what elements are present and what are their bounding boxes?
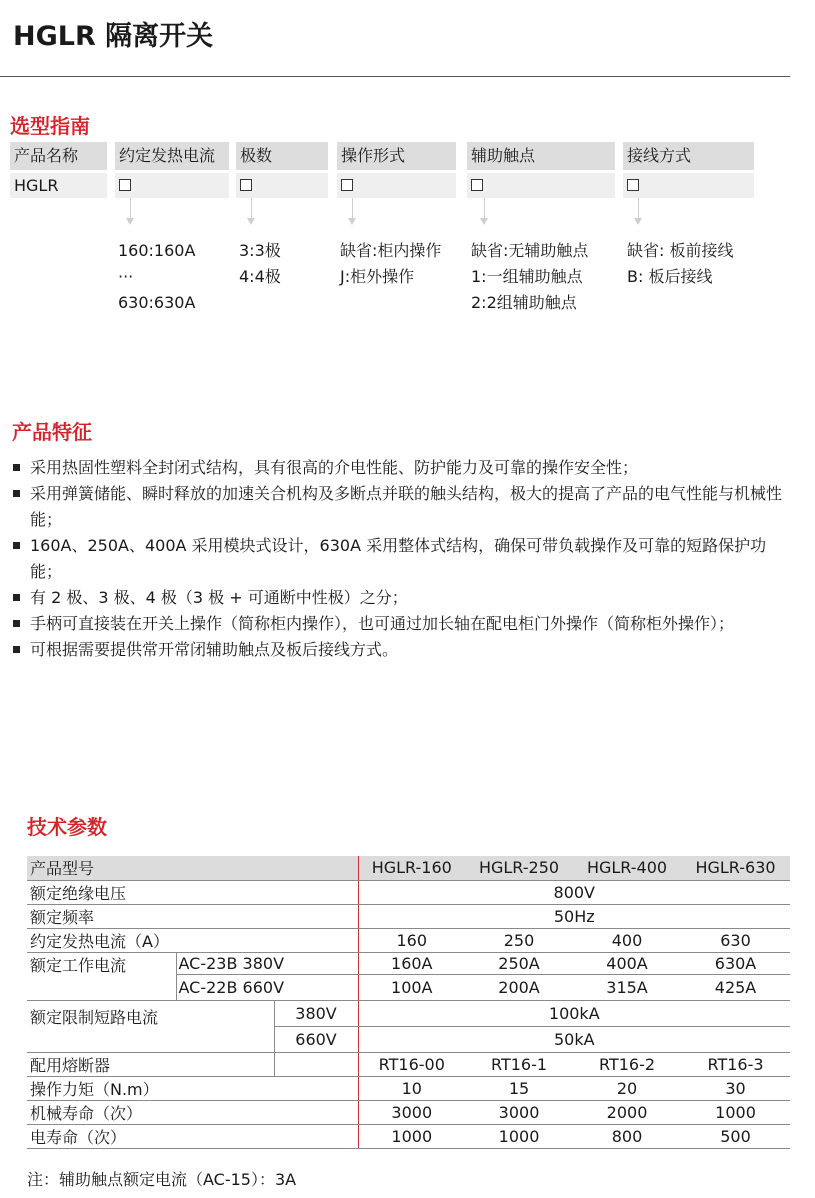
table-cell: HGLR-250 (465, 856, 573, 880)
option-item: 缺省:柜内操作 (340, 241, 442, 260)
option-item: 4:4极 (239, 267, 281, 286)
list-item: 采用热固性塑料全封闭式结构，具有很高的介电性能、防护能力及可靠的操作安全性； (13, 455, 793, 481)
table-cell: 配用熔断器 (27, 1052, 274, 1076)
footnote: 注：辅助触点额定电流（AC-15）：3A (27, 1170, 297, 1189)
checkbox-icon (240, 179, 252, 191)
checkbox-icon (341, 179, 353, 191)
table-cell: 380V (274, 1000, 358, 1026)
checkbox-icon (119, 179, 131, 191)
table-row (27, 1000, 790, 1026)
guide-header-aux-contact: 辅助触点 (467, 142, 615, 170)
guide-header-wiring: 接线方式 (623, 142, 754, 170)
guide-heading: 选型指南 (10, 114, 90, 138)
table-cell: 电寿命（次） (27, 1124, 358, 1148)
option-item: J:柜外操作 (340, 267, 415, 286)
tech-heading: 技术参数 (27, 815, 107, 839)
table-cell: 额定频率 (27, 904, 358, 928)
guide-options-poles (239, 238, 281, 290)
table-row (27, 1124, 790, 1148)
table-cell: 机械寿命（次） (27, 1100, 358, 1124)
guide-options-rated-current (118, 238, 195, 316)
arrow-down-icon (348, 198, 358, 228)
list-item: 可根据需要提供常开常闭辅助触点及板后接线方式。 (13, 637, 793, 663)
square-bullet-icon (13, 594, 20, 601)
option-item: 160:160A (118, 241, 196, 260)
option-item: 缺省: 板前接线 (627, 241, 734, 260)
guide-header-poles: 极数 (236, 142, 328, 170)
option-item: 1:一组辅助触点 (471, 267, 583, 286)
table-cell: RT16-1 (465, 1052, 573, 1076)
table-cell: AC-22B 660V (176, 974, 358, 1000)
guide-header-product-name: 产品名称 (10, 142, 107, 170)
table-cell (274, 1052, 358, 1076)
table-cell: 10 (358, 1076, 465, 1100)
table-cell: 3000 (465, 1100, 573, 1124)
option-item: ··· (118, 267, 134, 286)
arrow-down-icon (126, 198, 136, 228)
table-cell: 160A (358, 952, 465, 974)
table-cell: 额定限制短路电流 (27, 1000, 274, 1052)
square-bullet-icon (13, 646, 20, 653)
features-heading: 产品特征 (12, 420, 92, 444)
table-row (27, 1076, 790, 1100)
table-cell: 1000 (681, 1100, 790, 1124)
guide-value-poles (236, 173, 328, 198)
arrow-down-icon (480, 198, 490, 228)
table-cell: HGLR-160 (358, 856, 465, 880)
checkbox-icon (471, 179, 483, 191)
table-cell: 630A (681, 952, 790, 974)
list-item: 160A、250A、400A 采用模块式设计，630A 采用整体式结构，确保可带负载操作及可靠的短路保护功能； (13, 533, 793, 585)
table-cell: 500 (681, 1124, 790, 1148)
table-cell: RT16-2 (573, 1052, 681, 1076)
table-cell: 50Hz (358, 904, 790, 928)
table-cell: 额定绝缘电压 (27, 880, 358, 904)
guide-value-rated-current (115, 173, 229, 198)
table-cell: 100A (358, 974, 465, 1000)
table-cell: 400A (573, 952, 681, 974)
table-cell: 额定工作电流 (27, 952, 176, 1000)
table-cell: 1000 (465, 1124, 573, 1148)
table-row (27, 952, 790, 974)
option-item: 2:2组辅助触点 (471, 293, 577, 312)
option-item: B: 板后接线 (627, 267, 713, 286)
guide-value-product-name: HGLR (10, 173, 107, 198)
table-cell: 800 (573, 1124, 681, 1148)
table-cell: RT16-00 (358, 1052, 465, 1076)
guide-header-rated-current: 约定发热电流 (115, 142, 229, 170)
square-bullet-icon (13, 542, 20, 549)
list-item: 手柄可直接装在开关上操作（简称柜内操作），也可通过加长轴在配电柜门外操作（简称柜外操作）； (13, 611, 793, 637)
table-cell: 50kA (358, 1026, 790, 1052)
checkbox-icon (627, 179, 639, 191)
guide-value-wiring (623, 173, 754, 198)
table-cell: 3000 (358, 1100, 465, 1124)
table-cell: 630 (681, 928, 790, 952)
table-cell: 250 (465, 928, 573, 952)
arrow-down-icon (247, 198, 257, 228)
option-item: 3:3极 (239, 241, 281, 260)
guide-value-aux-contact (467, 173, 615, 198)
guide-options-aux-contact (471, 238, 588, 316)
table-cell: 400 (573, 928, 681, 952)
guide-options-wiring (627, 238, 733, 290)
table-cell: 操作力矩（N.m） (27, 1076, 358, 1100)
option-item: 缺省:无辅助触点 (471, 241, 589, 260)
table-cell: 15 (465, 1076, 573, 1100)
table-cell: 160 (358, 928, 465, 952)
tech-table (27, 856, 790, 1149)
table-row (27, 904, 790, 928)
table-cell: HGLR-630 (681, 856, 790, 880)
guide-header-operation: 操作形式 (337, 142, 456, 170)
table-row (27, 1100, 790, 1124)
table-cell: 660V (274, 1026, 358, 1052)
table-cell: 100kA (358, 1000, 790, 1026)
list-item: 采用弹簧储能、瞬时释放的加速关合机构及多断点并联的触头结构，极大的提高了产品的电气性能与机械性能； (13, 481, 793, 533)
table-cell: 2000 (573, 1100, 681, 1124)
table-cell: 250A (465, 952, 573, 974)
table-row (27, 856, 790, 880)
square-bullet-icon (13, 620, 20, 627)
table-cell: 产品型号 (27, 856, 358, 880)
option-item: 630:630A (118, 293, 196, 312)
table-cell: AC-23B 380V (176, 952, 358, 974)
table-row (27, 1052, 790, 1076)
table-cell: 约定发热电流（A） (27, 928, 358, 952)
table-cell: 20 (573, 1076, 681, 1100)
table-cell: 800V (358, 880, 790, 904)
arrow-down-icon (634, 198, 644, 228)
page-title: HGLR 隔离开关 (13, 21, 214, 52)
square-bullet-icon (13, 464, 20, 471)
table-row (27, 880, 790, 904)
table-cell: RT16-3 (681, 1052, 790, 1076)
table-cell: 315A (573, 974, 681, 1000)
title-divider (0, 76, 790, 77)
table-cell: HGLR-400 (573, 856, 681, 880)
guide-value-operation (337, 173, 456, 198)
square-bullet-icon (13, 490, 20, 497)
table-row (27, 928, 790, 952)
guide-options-operation (340, 238, 441, 290)
table-cell: 425A (681, 974, 790, 1000)
table-cell: 1000 (358, 1124, 465, 1148)
table-cell: 200A (465, 974, 573, 1000)
list-item: 有 2 极、3 极、4 极（3 极 + 可通断中性极）之分； (13, 585, 793, 611)
features-list (13, 455, 793, 663)
table-cell: 30 (681, 1076, 790, 1100)
